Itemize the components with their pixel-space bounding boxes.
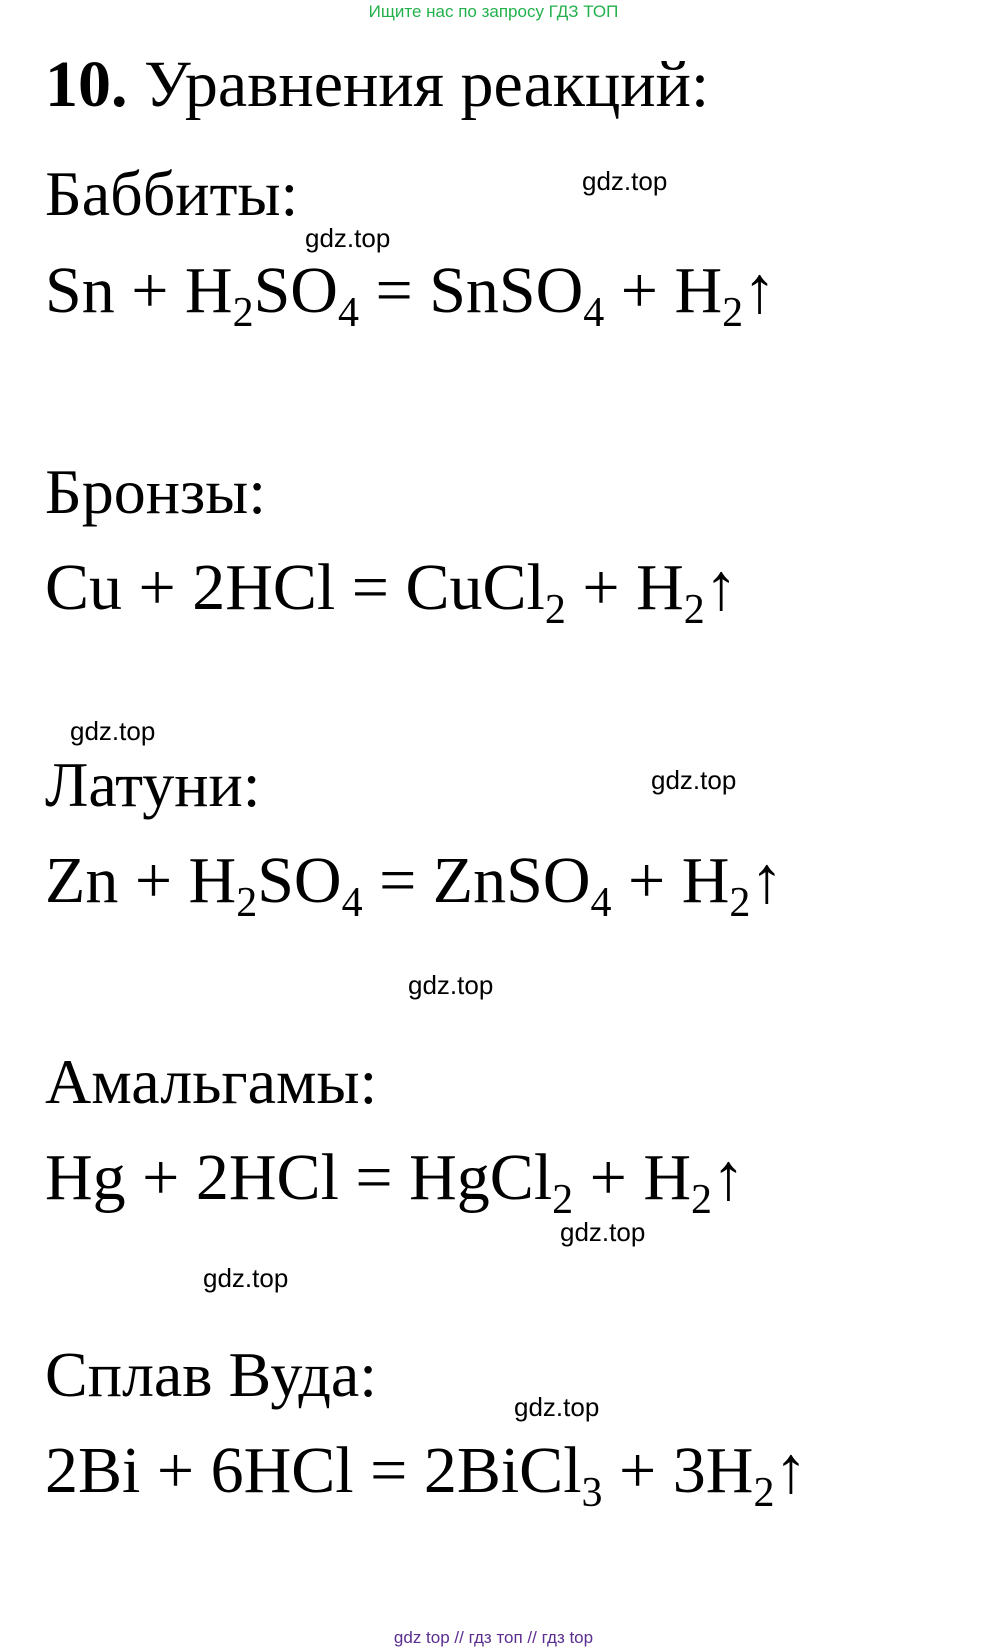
- equation-babbits: [45, 254, 777, 336]
- section-heading-wood-alloy: Сплав Вуда:: [45, 1339, 378, 1410]
- section-heading-amalgams: Амальгамы:: [45, 1046, 378, 1117]
- equation-text: = SnSO: [358, 254, 584, 327]
- equation-text: Cu + 2HCl = CuCl: [45, 551, 545, 624]
- equation-brasses: [45, 844, 784, 926]
- watermark: gdz.top: [70, 716, 156, 746]
- watermark: gdz.top: [514, 1392, 600, 1422]
- equation-subscript: 3: [581, 1470, 603, 1516]
- section-heading-babbits: Баббиты:: [45, 158, 299, 229]
- equation-text: ↑: [750, 844, 784, 917]
- section-heading-brasses: Латуни:: [45, 749, 261, 820]
- equation-text: + 3H: [602, 1434, 754, 1507]
- search-banner: Ищите нас по запросу ГДЗ ТОП: [368, 2, 619, 21]
- equation-subscript: 2: [232, 290, 254, 336]
- task-number: 10.: [45, 48, 128, 121]
- equation-text: Hg + 2HCl = HgCl: [45, 1141, 553, 1214]
- equation-text: ↑: [743, 254, 777, 327]
- equation-text: + H: [573, 1141, 692, 1214]
- equation-subscript: 4: [341, 880, 363, 926]
- equation-amalgams: [45, 1141, 746, 1223]
- equation-subscript: 2: [753, 1470, 775, 1516]
- equation-text: SO: [257, 844, 342, 917]
- equation-subscript: 2: [691, 1177, 713, 1223]
- equation-subscript: 2: [236, 880, 258, 926]
- page-title: [45, 48, 710, 121]
- equation-text: Zn + H: [45, 844, 237, 917]
- equation-subscript: 2: [729, 880, 751, 926]
- equation-wood-alloy: [45, 1434, 808, 1516]
- equation-text: + H: [565, 551, 684, 624]
- equation-text: ↑: [774, 1434, 808, 1507]
- equation-text: 2Bi + 6HCl = 2BiCl: [45, 1434, 582, 1507]
- title-text: Уравнения реакций:: [144, 48, 710, 121]
- equation-bronzes: [45, 551, 738, 633]
- watermark: gdz.top: [203, 1263, 289, 1293]
- equation-subscript: 2: [722, 290, 744, 336]
- watermark: gdz.top: [651, 765, 737, 795]
- equation-subscript: 4: [337, 290, 359, 336]
- footer-watermark: gdz top // гдз топ // гдз top: [393, 1628, 594, 1647]
- equation-text: ↑: [704, 551, 738, 624]
- equation-subscript: 2: [683, 587, 705, 633]
- equation-subscript: 4: [583, 290, 605, 336]
- equation-text: Sn + H: [45, 254, 233, 327]
- equation-subscript: 2: [544, 587, 566, 633]
- watermark: gdz.top: [408, 970, 494, 1000]
- equation-text: + H: [611, 844, 730, 917]
- equation-subscript: 2: [552, 1177, 574, 1223]
- equation-text: = ZnSO: [362, 844, 591, 917]
- watermark: gdz.top: [560, 1217, 646, 1247]
- equation-text: ↑: [712, 1141, 746, 1214]
- watermark: gdz.top: [305, 223, 391, 253]
- watermark: gdz.top: [582, 166, 668, 196]
- section-heading-bronzes: Бронзы:: [45, 456, 267, 527]
- equation-subscript: 4: [590, 880, 612, 926]
- equation-text: SO: [253, 254, 338, 327]
- equation-text: + H: [604, 254, 723, 327]
